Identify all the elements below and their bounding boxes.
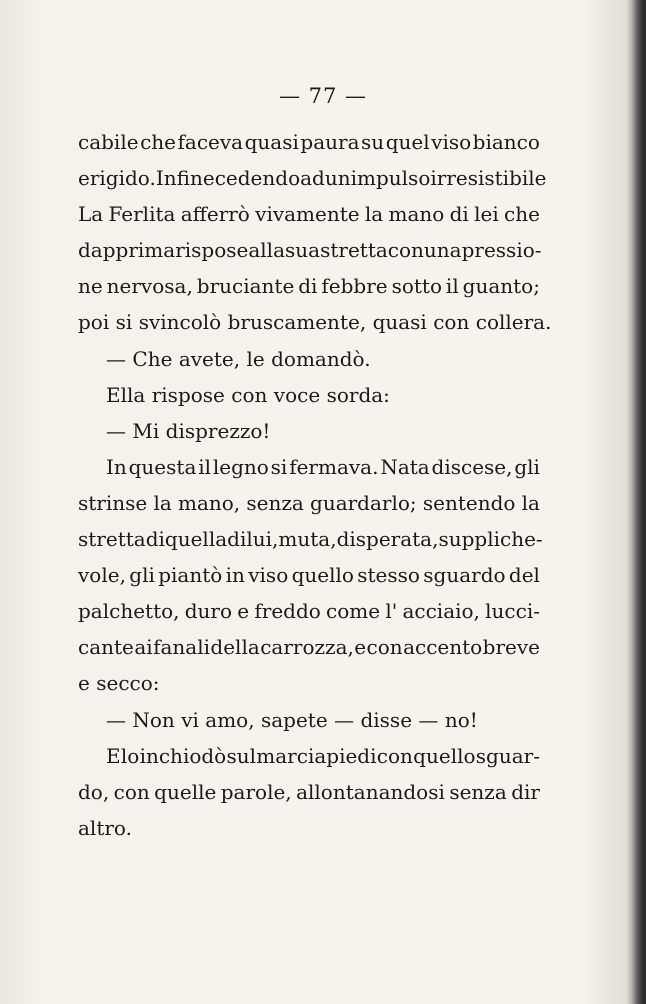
- body-text: [78, 124, 552, 846]
- text-line: cabile che faceva quasi paura su quel viso bianco: [78, 130, 540, 154]
- text-line: palchetto, duro e freddo come l' acciaio, lucci-: [78, 599, 540, 624]
- text-line: e rigido. Infine cedendo ad un impulso irresistibile: [78, 166, 547, 191]
- text-line: — Mi disprezzo!: [106, 418, 271, 443]
- text-line: do, con quelle parole, allontanandosi senza dir: [78, 779, 540, 804]
- text-line: altro.: [78, 815, 132, 840]
- page-number: — 77 —: [278, 84, 368, 108]
- text-line: vole, gli piantò in viso quello stesso sguardo del: [78, 563, 540, 588]
- text-line: In questa il legno si fermava. Nata discese, gli: [106, 454, 540, 479]
- text-line: ne nervosa, bruciante di febbre sotto il guanto;: [78, 274, 540, 299]
- text-line: e secco:: [78, 671, 160, 696]
- text-line: dapprima rispose alla sua stretta con una pressio-: [78, 238, 542, 263]
- text-line: stretta di quella di lui, muta, disperata, suppliche-: [78, 527, 543, 552]
- page-edge-shadow: [632, 0, 646, 1004]
- text-line: cante ai fanali della carrozza, e con accento breve: [78, 635, 540, 660]
- text-line: — Che avete, le domandò.: [106, 346, 371, 371]
- text-line: Ella rispose con voce sorda:: [106, 382, 390, 407]
- text-line: strinse la mano, senza guardarlo; sentendo la: [78, 490, 540, 515]
- text-line: La Ferlita afferrò vivamente la mano di lei che: [78, 202, 540, 227]
- text-line: E lo inchiodò sul marciapiedi con quello sguar-: [106, 743, 540, 768]
- text-line: — Non vi amo, sapete — disse — no!: [106, 707, 478, 732]
- text-line: poi si svincolò bruscamente, quasi con collera.: [78, 310, 552, 335]
